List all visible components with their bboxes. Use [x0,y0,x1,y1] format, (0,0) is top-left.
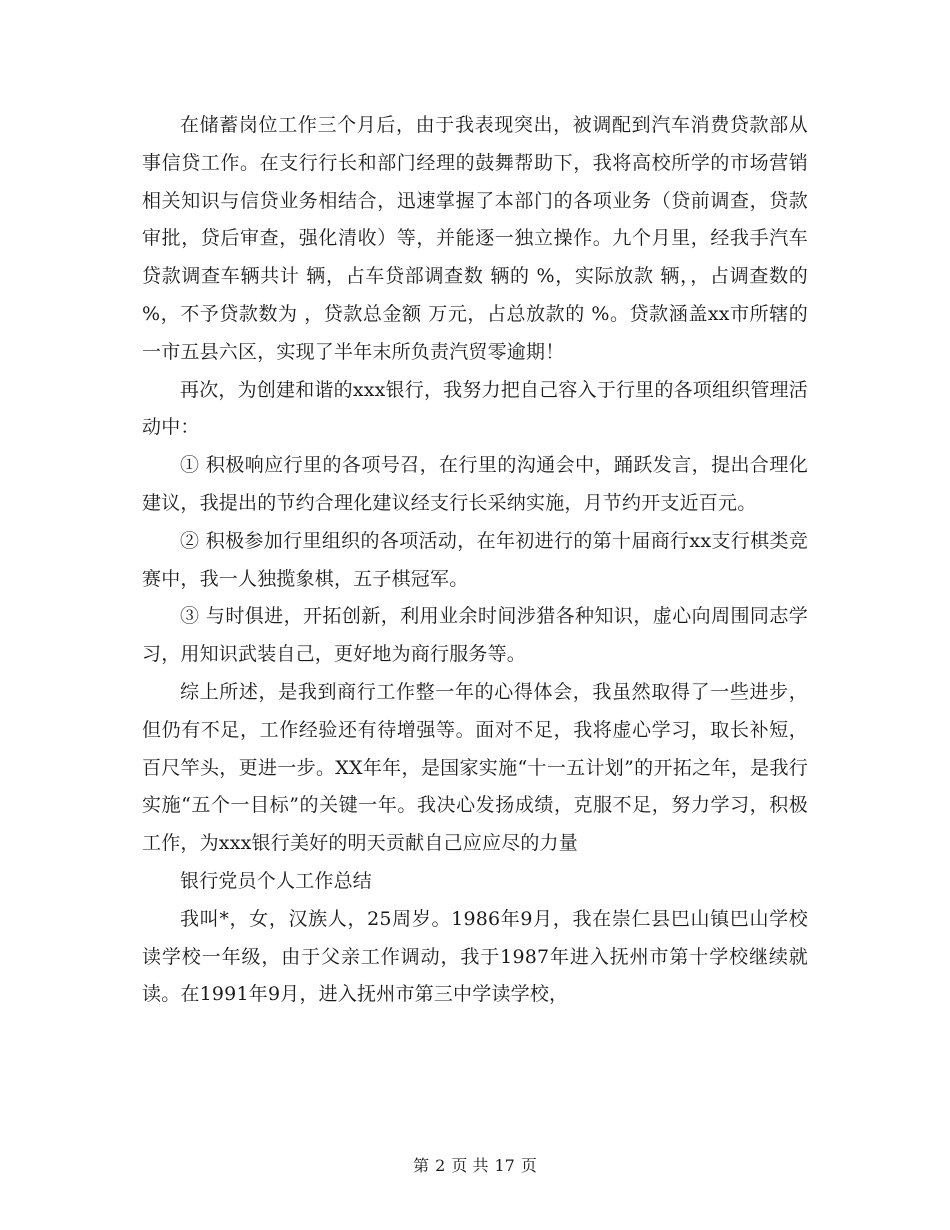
paragraph-biography: 我叫*，女，汉族人，25周岁。1986年9月，我在崇仁县巴山镇巴山学校读学校一年级，由于父亲工作调动，我于1987年进入抚州市第十学校继续就读。在1991年9月，进入抚州市第三中学读学校， [142,907,808,1006]
footer-prefix: 第 [413,1156,430,1175]
footer-middle: 页 共 [451,1156,489,1175]
footer-page-number: 2 [435,1156,446,1175]
section-heading: 银行党员个人工作总结 [180,869,373,892]
paragraph-item-1: ① 积极响应行里的各项号召，在行里的沟通会中，踊跃发言，提出合理化建议，我提出的节约合理化建议经支行长采纳实施，月节约开支近百元。 [142,454,808,514]
footer-suffix: 页 [520,1156,537,1175]
paragraph-summary: 综上所述，是我到商行工作整一年的心得体会，我虽然取得了一些进步，但仍有不足，工作经验还有待增强等。面对不足，我将虚心学习，取长补短，百尺竿头，更进一步。XX年年，是国家实施“十一五计划”的开拓之年，是我行实施“五个一目标”的关键一年。我决心发扬成绩，克服不足，努力学习，积极工作，为xxx银行美好的明天贡献自己应应尽的力量 [142,680,808,855]
document-body [142,107,808,1014]
footer-total-pages: 17 [494,1156,515,1175]
page-footer [0,1153,950,1176]
paragraph-item-3: ③ 与时俱进，开拓创新，利用业余时间涉猎各种知识，虚心向周围同志学习，用知识武装自己，更好地为商行服务等。 [142,605,808,666]
paragraph-loan-work: 在储蓄岗位工作三个月后，由于我表现突出，被调配到汽车消费贷款部从事信贷工作。在支行行长和部门经理的鼓舞帮助下，我将高校所学的市场营销相关知识与信贷业务相结合，迅速掌握了本部门的各项业务（贷前调查，贷款审批，贷后审查，强化清收）等，并能逐一独立操作。九个月里，经我手汽车贷款调查车辆共计 辆，占车贷部调查数 辆的 %，实际放款 辆，，占调查数的 %，不予贷款数为 ，贷款总金额 万元，占总放款的 %。贷款涵盖xx市所辖的一市五县六区，实现了半年末所负责汽贸零逾期！ [142,114,808,363]
paragraph-item-2: ② 积极参加行里组织的各项活动，在年初进行的第十届商行xx支行棋类竞赛中，我一人独揽象棋，五子棋冠军。 [142,529,808,590]
paragraph-organization-intro: 再次，为创建和谐的xxx银行，我努力把自己容入于行里的各项组织管理活动中： [142,378,808,439]
